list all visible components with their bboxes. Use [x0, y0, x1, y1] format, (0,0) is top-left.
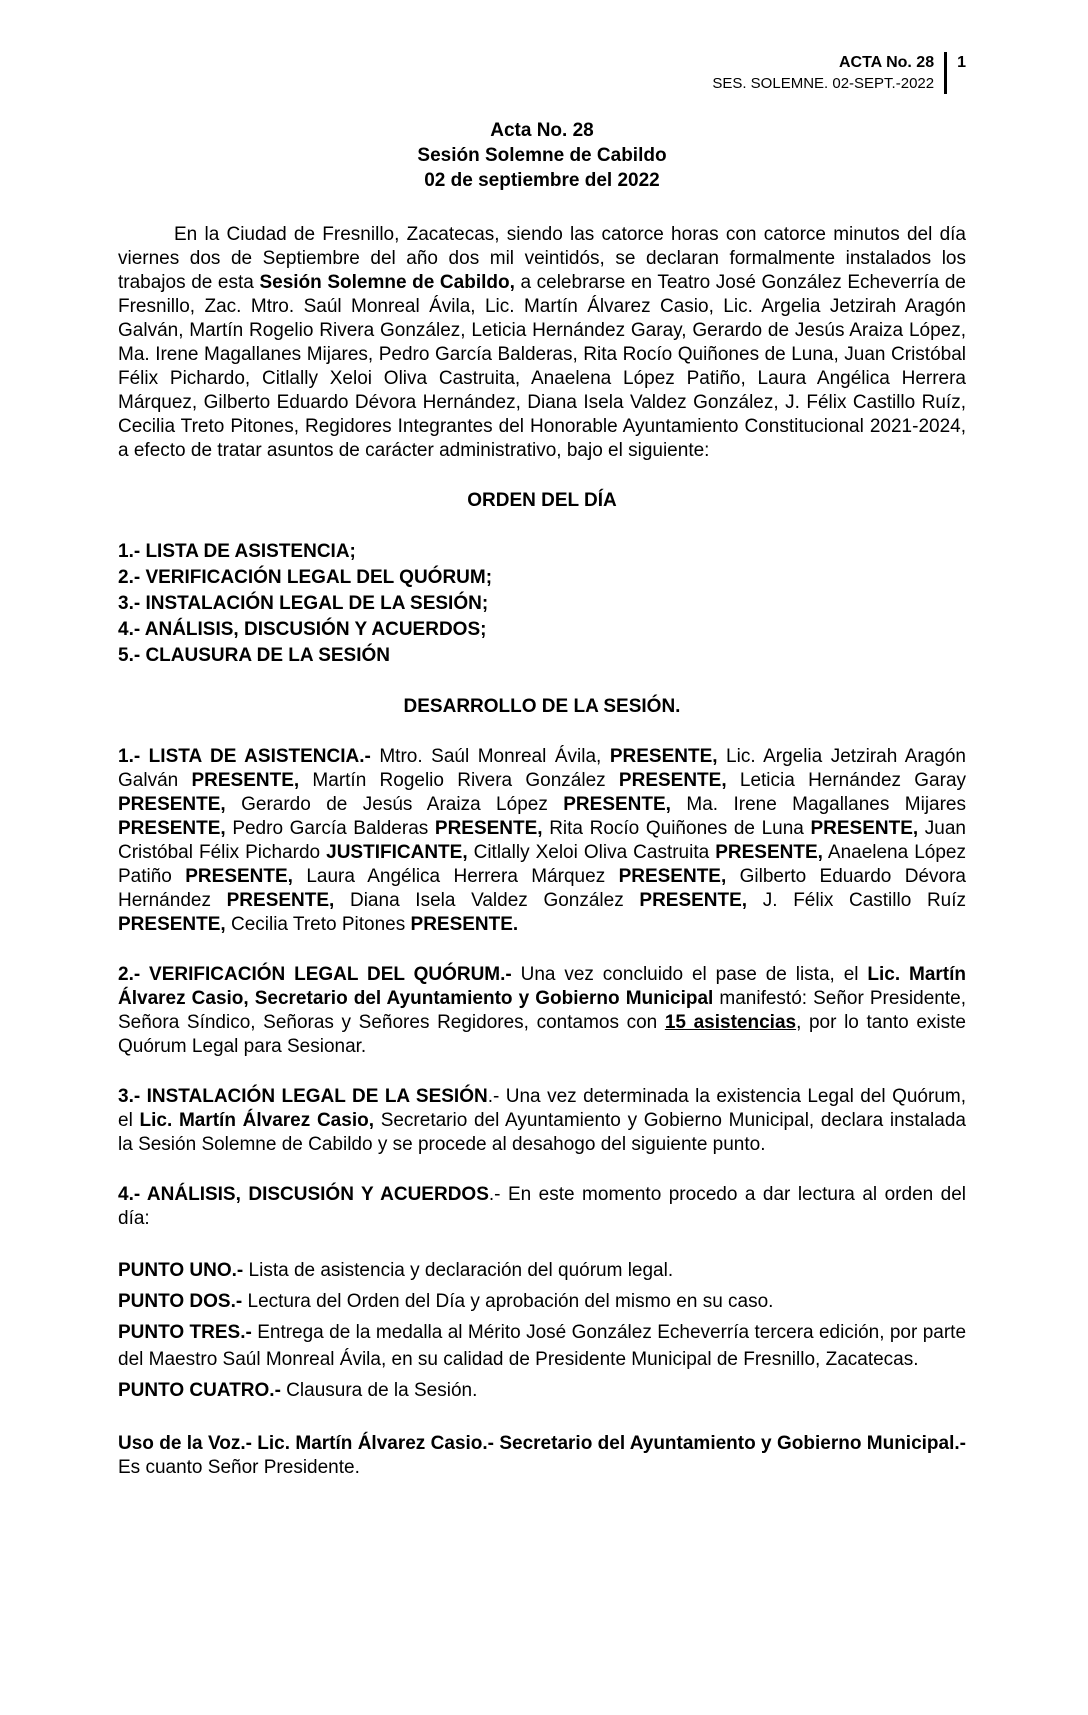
bold-text-run: 3.- INSTALACIÓN LEGAL DE LA SESIÓN — [118, 1086, 488, 1107]
text-run: Anaelena López Patiño — [118, 842, 966, 887]
text-run: J. Félix Castillo Ruíz — [747, 890, 967, 911]
bold-text-run: PRESENTE, — [810, 818, 919, 839]
text-run: Mtro. Saúl Monreal Ávila, — [370, 746, 610, 767]
text-run: manifestó: Señor Presidente, Señora Síndico, Señoras y Señores Regidores, contamos con — [118, 988, 966, 1033]
orden-item-4: 4.- ANÁLISIS, DISCUSIÓN Y ACUERDOS; — [118, 619, 487, 640]
bold-text-run: PUNTO CUATRO.- — [118, 1380, 281, 1401]
text-run: .- Una vez determinada la existencia Legal del Quórum, el — [118, 1086, 966, 1131]
quorum-verification-paragraph — [118, 963, 966, 1059]
bold-text-run: PRESENTE, — [715, 842, 823, 863]
header-text-block — [712, 52, 934, 94]
attendance-paragraph — [118, 745, 966, 937]
orden-item-1: 1.- LISTA DE ASISTENCIA; — [118, 541, 356, 562]
bold-text-run: Uso de la Voz.- Lic. Martín Álvarez Casio.- Secretario del Ayuntamiento y Gobierno Municipal.- — [118, 1433, 966, 1454]
page-number: 1 — [957, 54, 966, 71]
orden-del-dia-list — [118, 539, 966, 669]
punto-cuatro-paragraph — [118, 1377, 966, 1404]
page-header — [118, 52, 966, 94]
title-line-session: Sesión Solemne de Cabildo — [417, 145, 667, 166]
text-run: a celebrarse en Teatro José González Echeverría de Fresnillo, Zac. Mtro. Saúl Monreal Ávila, Lic. Martín Álvarez Casio, Lic. Argelia Jetzirah Aragón Galván, Martín Rogelio Rivera González, Leticia Hernández Garay, Gerardo de Jesús Araiza López, Ma. Irene Magallanes Mijares, Pedro García Balderas, Rita Rocío Quiñones de Luna, Juan Cristóbal Félix Pichardo, Citlally Xeloi Oliva Castruita, Anaelena López Patiño, Laura Angélica Herrera Márquez, Gilberto Eduardo Dévora Hernández, Diana Isela Valdez González, J. Félix Castillo Ruíz, Cecilia Treto Pitones, Regidores Integrantes del Honorable Ayuntamiento Constitucional 2021-2024, a efecto de tratar asuntos de carácter administrativo, bajo el siguiente: — [118, 272, 966, 461]
text-run: Lectura del Orden del Día y aprobación del mismo en su caso. — [242, 1291, 774, 1312]
text-run: Una vez concluido el pase de lista, el — [511, 964, 868, 985]
analysis-agreements-paragraph — [118, 1183, 966, 1231]
text-run: Martín Rogelio Rivera González — [299, 770, 619, 791]
header-divider — [944, 52, 947, 94]
orden-item-5: 5.- CLAUSURA DE LA SESIÓN — [118, 645, 391, 666]
bold-text-run: PRESENTE, — [118, 914, 226, 935]
bold-text-run: 2.- VERIFICACIÓN LEGAL DEL QUÓRUM.- — [118, 964, 512, 985]
bold-text-run: PRESENTE. — [410, 914, 519, 935]
bold-text-run: PRESENTE, — [434, 818, 543, 839]
punto-dos-paragraph — [118, 1288, 966, 1315]
puntos-list — [118, 1257, 966, 1404]
punto-tres-paragraph — [118, 1319, 966, 1373]
intro-paragraph — [118, 223, 966, 463]
text-run: Secretario del Ayuntamiento y Gobierno Municipal, declara instalada la Sesión Solemne de Cabildo y se procede al desahogo del siguiente punto. — [118, 1110, 966, 1155]
text-run: Ma. Irene Magallanes Mijares — [670, 794, 966, 815]
text-run: Laura Angélica Herrera Márquez — [292, 866, 619, 887]
bold-text-run: PRESENTE, — [609, 746, 718, 767]
document-title — [118, 118, 966, 193]
bold-text-run: Lic. Martín Álvarez Casio, — [139, 1110, 374, 1131]
text-run: Diana Isela Valdez González — [334, 890, 640, 911]
text-run: Clausura de la Sesión. — [280, 1380, 478, 1401]
orden-item-2: 2.- VERIFICACIÓN LEGAL DEL QUÓRUM; — [118, 567, 493, 588]
title-line-acta: Acta No. 28 — [490, 120, 594, 141]
text-run: Leticia Hernández Garay — [726, 770, 967, 791]
bold-text-run: PRESENTE, — [618, 866, 727, 887]
text-run: Lista de asistencia y declaración del quórum legal. — [243, 1260, 674, 1281]
session-installation-paragraph — [118, 1085, 966, 1157]
bold-text-run: PRESENTE, — [639, 890, 748, 911]
text-run: Rita Rocío Quiñones de Luna — [542, 818, 811, 839]
bold-text-run: PRESENTE, — [226, 890, 335, 911]
text-run: Gerardo de Jesús Araiza López — [225, 794, 564, 815]
text-run: Lic. Argelia Jetzirah Aragón Galván — [118, 746, 966, 791]
orden-del-dia-heading: ORDEN DEL DÍA — [467, 490, 617, 511]
text-run: , por lo tanto existe Quórum Legal para Sesionar. — [118, 1012, 966, 1057]
uso-de-la-voz-paragraph — [118, 1432, 966, 1480]
bold-text-run: PUNTO DOS.- — [118, 1291, 243, 1312]
orden-item-3: 3.- INSTALACIÓN LEGAL DE LA SESIÓN; — [118, 593, 489, 614]
text-run: .- En este momento procedo a dar lectura al orden del día: — [118, 1184, 967, 1229]
text-run: Citlally Xeloi Oliva Castruita — [467, 842, 716, 863]
bold-text-run: PRESENTE, — [191, 770, 300, 791]
text-run: Cecilia Treto Pitones — [225, 914, 411, 935]
bold-text-run: 15 asistencias — [664, 1012, 797, 1033]
bold-text-run: PRESENTE, — [118, 794, 226, 815]
text-run: Es cuanto Señor Presidente. — [118, 1457, 360, 1478]
bold-text-run: Lic. Martín Álvarez Casio, Secretario del Ayuntamiento y Gobierno Municipal — [118, 964, 966, 1009]
bold-text-run: PUNTO UNO.- — [118, 1260, 244, 1281]
text-run: Gilberto Eduardo Dévora Hernández — [118, 866, 966, 911]
punto-uno-paragraph — [118, 1257, 966, 1284]
bold-text-run: PRESENTE, — [618, 770, 727, 791]
bold-text-run: 4.- ANÁLISIS, DISCUSIÓN Y ACUERDOS — [118, 1184, 489, 1205]
text-run: Entrega de la medalla al Mérito José González Echeverría tercera edición, por parte del Maestro Saúl Monreal Ávila, en su calidad de Presidente Municipal de Fresnillo, Zacatecas. — [118, 1322, 967, 1370]
session-label: SES. SOLEMNE. 02-SEPT.-2022 — [712, 75, 935, 92]
acta-number-label: ACTA No. 28 — [838, 54, 935, 71]
bold-text-run: PUNTO TRES.- — [118, 1322, 252, 1343]
bold-text-run: PRESENTE, — [185, 866, 293, 887]
bold-text-run: 1.- LISTA DE ASISTENCIA.- — [118, 746, 371, 767]
desarrollo-heading: DESARROLLO DE LA SESIÓN. — [403, 696, 681, 717]
bold-text-run: PRESENTE, — [563, 794, 671, 815]
title-line-date: 02 de septiembre del 2022 — [424, 170, 660, 191]
bold-text-run: PRESENTE, — [118, 818, 226, 839]
text-run: En la Ciudad de Fresnillo, Zacatecas, siendo las catorce horas con catorce minutos del día viernes dos de Septiembre del año dos mil veintidós, se declaran formalmente instalados los trabajos de esta — [118, 224, 966, 293]
bold-text-run: JUSTIFICANTE, — [326, 842, 468, 863]
text-run: Juan Cristóbal Félix Pichardo — [118, 818, 966, 863]
bold-text-run: Sesión Solemne de Cabildo, — [259, 272, 515, 293]
text-run: Pedro García Balderas — [225, 818, 435, 839]
